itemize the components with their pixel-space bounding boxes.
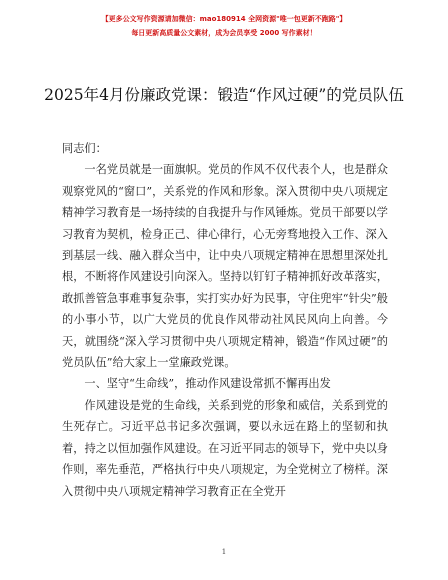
body-paragraph: 作风建设是党的生命线，关系到党的形象和威信，关系到党的生死存亡。习近平总书记多次强调，要以永远在路上的坚韧和执着，持之以恒加强作风建设。在习近平同志的领导下，党中央以身作则，率先垂范，严格执行中央八项规定，为全党树立了榜样。深入贯彻中央八项规定精神学习教育正在全党开 [62, 398, 388, 498]
body-paragraph: 一名党员就是一面旗帜。党员的作风不仅代表个人，也是群众观察党风的“窗口”，关系党的作风和形象。深入贯彻中央八项规定精神学习教育是一场持续的自我提升与作风锤炼。党员干部要以学习教育为契机，检身正己、律心律行，心无旁骛地投入工作、深入到基层一线、融入群众当中，让中央八项规定精神在思想里深处扎根，不断将作风建设引向深入。坚持以钉钉子精神抓好改革落实，敢抓善管急事难事复杂事，实打实办好为民事，守住兜牢“针尖”般的小事小节，以广大党员的优良作风带动社风民风向上向善。今天，就围绕“深入学习贯彻中央八项规定精神，锻造“作风过硬”的党员队伍”给大家上一堂廉政党课。 [62, 163, 388, 370]
salutation: 同志们： [62, 142, 107, 155]
page-number: 1 [221, 548, 227, 556]
section-heading: 一、坚守“生命线”，推动作风建设常抓不懈再出发 [84, 377, 331, 391]
document-title: 2025年4月份廉政党课：锻造“作风过硬”的党员队伍 [44, 86, 404, 104]
document-body [62, 138, 388, 502]
promo-banner-line-1: 【更多公文写作资源请加微信：mao180914 全网资源"唯一包更新不跑路"】 [101, 15, 347, 23]
promo-banner-line-2: 每日更新高质量公文素材，成为会员享受 2000 写作素材！ [131, 29, 317, 37]
